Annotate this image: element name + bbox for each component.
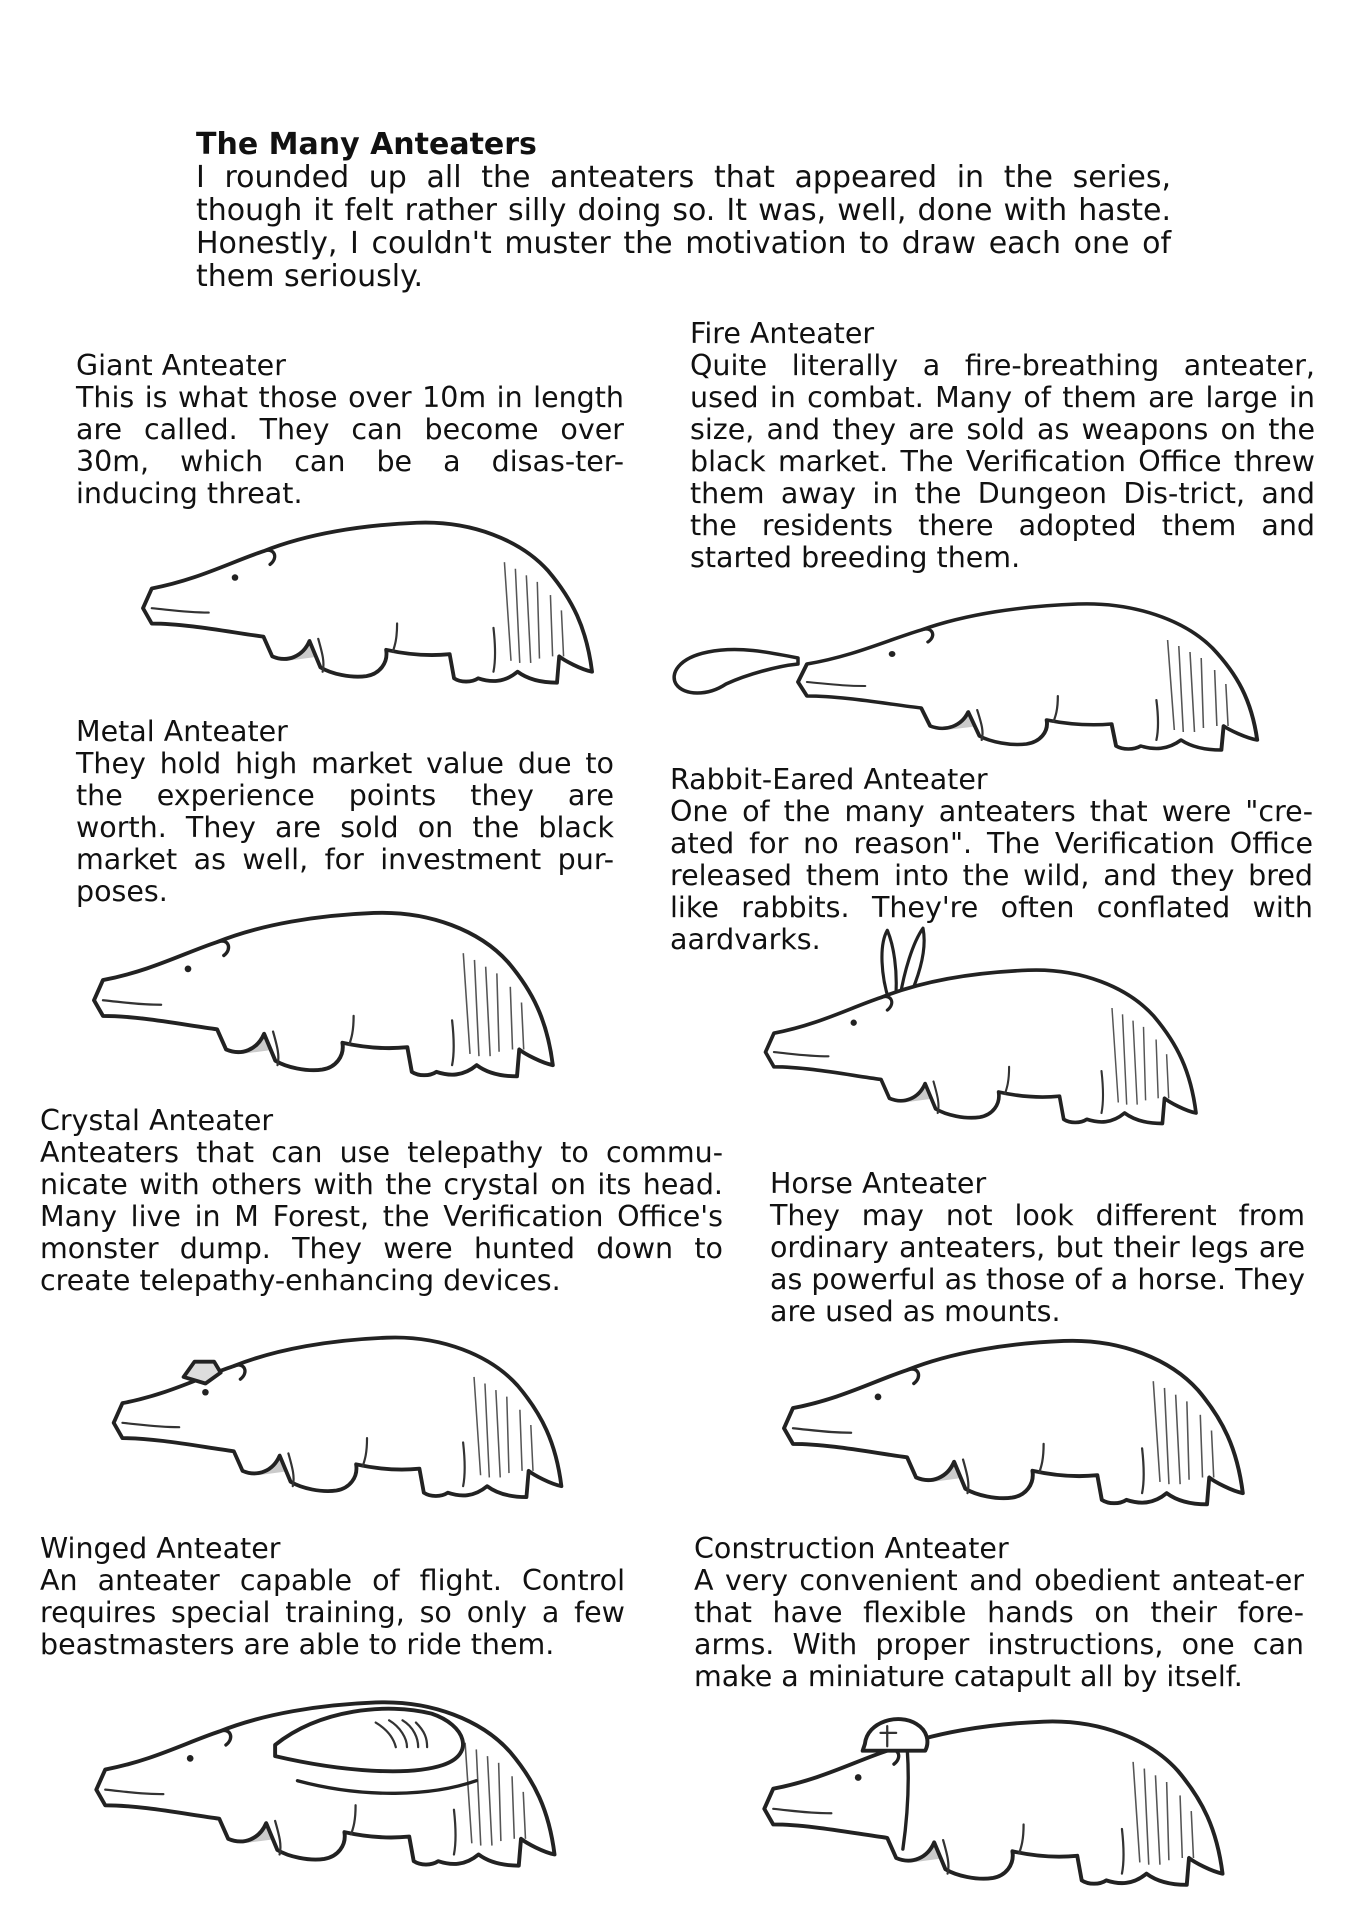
entry-name: Horse Anteater bbox=[770, 1167, 987, 1200]
metal-anteater-illustration bbox=[94, 908, 564, 1088]
intro-text: I rounded up all the anteaters that appeared in the series, though it felt rather silly doing so. It was, well, done with haste. Honestly, I couldn't muster the motivation to draw each one of them seriously. bbox=[196, 160, 1171, 294]
entry-description: One of the many anteaters that were "cre-ated for no reason". The Verification Office released them into the wild, and they bred like rabbits. They're often conflated with aardvarks. bbox=[670, 795, 1313, 956]
helmet-icon bbox=[863, 1719, 928, 1751]
entry-crystal-anteater bbox=[40, 1105, 723, 1297]
entry-construction-anteater bbox=[694, 1533, 1304, 1693]
fire-anteater-illustration bbox=[668, 600, 1268, 760]
entry-name: Rabbit-Eared Anteater bbox=[670, 763, 988, 796]
entry-description: An anteater capable of flight. Control requires special training, so only a few beastmasters are able to ride them. bbox=[40, 1564, 625, 1661]
entry-horse-anteater bbox=[770, 1168, 1305, 1328]
entry-fire-anteater bbox=[690, 318, 1315, 574]
entry-name: Construction Anteater bbox=[694, 1532, 1009, 1565]
entry-description: A very convenient and obedient anteat-er that have flexible hands on their fore-arms. With proper instructions, one can make a miniature catapult all by itself. bbox=[694, 1564, 1304, 1693]
crystal-anteater-illustration bbox=[108, 1318, 578, 1508]
entry-name: Winged Anteater bbox=[40, 1532, 281, 1565]
winged-anteater-illustration bbox=[96, 1698, 566, 1888]
entry-description: Anteaters that can use telepathy to commu-nicate with others with the crystal on its head. Many live in M Forest, the Verification Office's monster dump. They were hunted down to create telepathy-enhancing devices. bbox=[40, 1136, 723, 1297]
entry-winged-anteater bbox=[40, 1533, 625, 1661]
entry-name: Fire Anteater bbox=[690, 317, 875, 350]
intro-section bbox=[196, 128, 1171, 293]
page-title: The Many Anteaters bbox=[196, 127, 537, 162]
giant-anteater-illustration bbox=[143, 516, 603, 696]
entry-description: They hold high market value due to the experience points they are worth. They are sold on the black market as well, for investment pur-poses. bbox=[76, 747, 614, 908]
entry-description: Quite literally a fire-breathing anteater, used in combat. Many of them are large in size, and they are sold as weapons on the black market. The Verification Office threw them away in the Dungeon Dis-trict, and the residents there adopted them and started breeding them. bbox=[690, 349, 1315, 574]
fire-breath bbox=[674, 650, 798, 693]
rabbit-eared-anteater-illustration bbox=[756, 924, 1216, 1134]
horse-anteater-illustration bbox=[784, 1336, 1254, 1516]
entry-name: Giant Anteater bbox=[76, 349, 286, 382]
construction-anteater-illustration bbox=[764, 1706, 1234, 1896]
entry-name: Metal Anteater bbox=[76, 715, 288, 748]
entry-name: Crystal Anteater bbox=[40, 1104, 274, 1137]
entry-giant-anteater bbox=[76, 350, 624, 510]
entry-metal-anteater bbox=[76, 716, 614, 908]
entry-description: This is what those over 10m in length are called. They can become over 30m, which can be a disas-ter-inducing threat. bbox=[76, 381, 624, 510]
entry-description: They may not look different from ordinary anteaters, but their legs are as powerful as those of a horse. They are used as mounts. bbox=[770, 1199, 1305, 1328]
